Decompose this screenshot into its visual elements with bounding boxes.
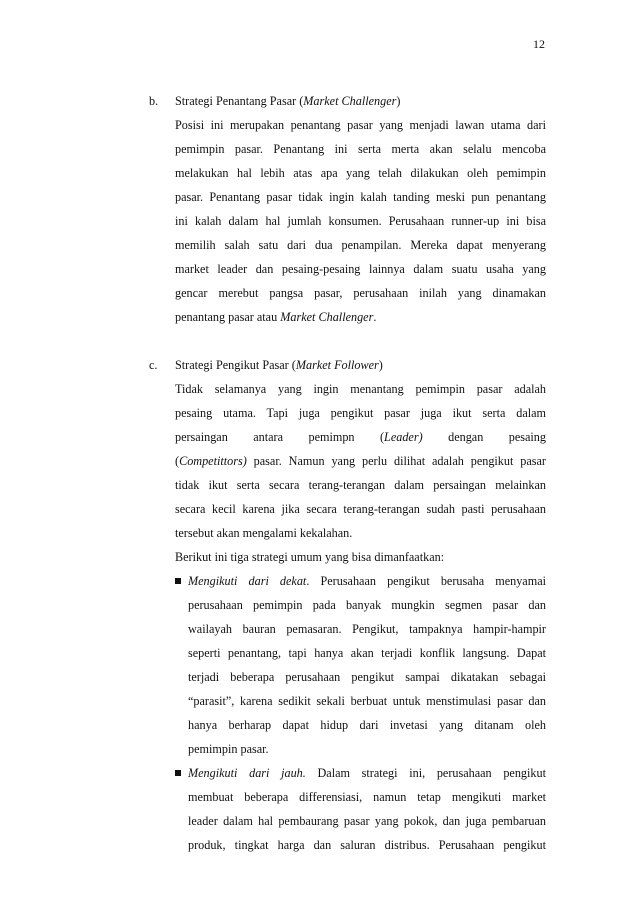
square-bullet-icon [175, 578, 181, 584]
bullet-line: seperti penantang, tapi hanya akan terjadi konflik langsung. Dapat [188, 646, 546, 660]
paragraph-line: Berikut ini tiga strategi umum yang bisa dimanfaatkan: [175, 550, 445, 564]
bullet-line: membuat beberapa differensiasi, namun tetap mengikuti market [188, 790, 546, 804]
section-c-title: Strategi Pengikut Pasar (Market Follower) [175, 358, 383, 372]
bullet-line: terjadi beberapa perusahaan pengikut sampai dikatakan sebagai [188, 670, 546, 684]
bullet-line: hanya berharap dapat hidup dari invetasi yang ditanam oleh [188, 718, 546, 732]
paragraph-line: market leader dan pesaing-pesaing lainnya dalam suatu usaha yang [175, 262, 546, 276]
section-c-paragraph [149, 377, 546, 857]
paragraph-line: penantang pasar atau Market Challenger. [175, 310, 377, 324]
paragraph-line: gencar merebut pangsa pasar, perusahaan inilah yang dinamakan [175, 286, 546, 300]
section-b-heading [149, 89, 546, 113]
paragraph-line: persaingan antara pemimpn (Leader) dengan pesaing [175, 430, 546, 444]
bullet-line: wailayah bauran pemasaran. Pengikut, tampaknya hampir-hampir [188, 622, 546, 636]
bullet-item [175, 569, 546, 761]
paragraph-line: ini kalah dalam hal jumlah konsumen. Perusahaan runner-up ini bisa [175, 214, 546, 228]
paragraph-line: secara kecil karena jika secara terang-terangan sudah pasti perusahaan [175, 502, 546, 516]
bullet-line: leader dalam hal pembaurang pasar yang pokok, dan juga pembaruan [188, 814, 546, 828]
bullet-first-line: Mengikuti dari jauh. Dalam strategi ini, perusahaan pengikut [175, 761, 546, 785]
paragraph-line: Tidak selamanya yang ingin menantang pemimpin pasar adalah [175, 382, 546, 396]
paragraph-line: tersebut akan mengalami kekalahan. [175, 526, 353, 540]
section-b-paragraph [149, 113, 546, 329]
bullet-line: produk, tingkat harga dan saluran distribus. Perusahaan pengikut [188, 838, 546, 852]
section-b-letter: b. [149, 94, 159, 108]
paragraph-line: melakukan hal lebih atas apa yang telah dilakukan oleh pemimpin [175, 166, 546, 180]
bullet-first-line: Mengikuti dari dekat. Perusahaan pengikut berusaha menyamai [175, 569, 546, 593]
document-body [149, 89, 546, 857]
bullet-line: perusahaan pemimpin pada banyak mungkin segmen pasar dan [188, 598, 546, 612]
section-c-heading [149, 353, 546, 377]
bullet-item [175, 761, 546, 857]
page-number: 12 [533, 37, 545, 51]
section-b-title: Strategi Penantang Pasar (Market Challenger) [175, 94, 401, 108]
bullet-line: pemimpin pasar. [188, 742, 269, 756]
paragraph-line: pesaing utama. Tapi juga pengikut pasar juga ikut serta dalam [175, 406, 546, 420]
paragraph-line: (Competittors) pasar. Namun yang perlu dilihat adalah pengikut pasar [175, 454, 546, 468]
paragraph-line: memilih salah satu dari dua penampilan. Mereka dapat menyerang [175, 238, 546, 252]
section-c-letter: c. [149, 358, 158, 372]
paragraph-line: pasar. Penantang pasar tidak ingin kalah tanding meski pun penantang [175, 190, 546, 204]
square-bullet-icon [175, 770, 181, 776]
bullet-line: “parasit”, karena sedikit sekali berbuat untuk menstimulasi pasar dan [188, 694, 546, 708]
paragraph-line: Posisi ini merupakan penantang pasar yang menjadi lawan utama dari [175, 118, 546, 132]
paragraph-line: tidak ikut serta secara terang-terangan dalam persaingan melainkan [175, 478, 546, 492]
paragraph-line: pemimpin pasar. Penantang ini serta merta akan selalu mencoba [175, 142, 546, 156]
